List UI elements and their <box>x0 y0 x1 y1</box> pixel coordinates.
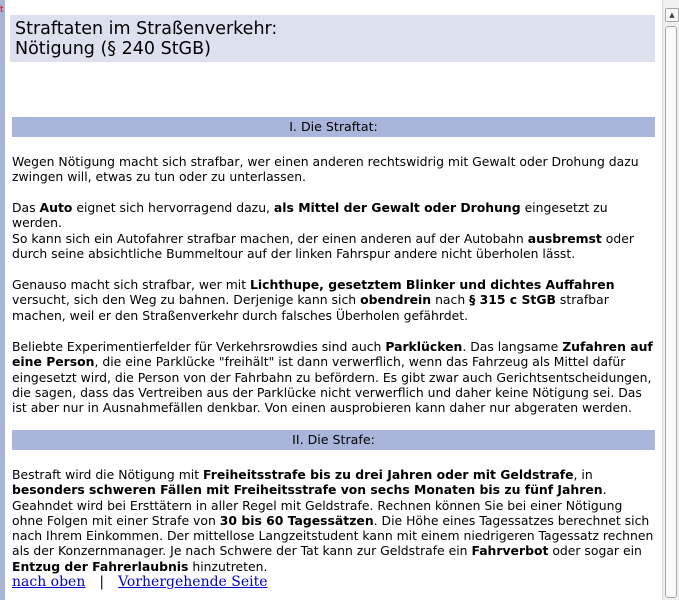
paragraph-4 <box>12 277 655 323</box>
paragraph-3 <box>12 231 655 262</box>
paragraph-5 <box>12 339 655 415</box>
scrollbar-thumb[interactable] <box>665 26 677 598</box>
bold-text: Lichthupe, gesetztem Blinker und dichtes Auffahren <box>250 277 615 292</box>
text-run: , in <box>573 467 593 482</box>
left-frame-mark: t <box>0 5 4 15</box>
text-run: . Das langsame <box>462 339 563 354</box>
bold-text: Fahrverbot <box>471 543 549 559</box>
section-heading-strafe: II. Die Strafe: <box>12 430 655 450</box>
text-run: Bestraft wird die Nötigung mit <box>12 467 204 482</box>
bold-text: obendrein <box>360 292 432 308</box>
text-run: . Die Höhe eines Tagessatzes berechnet sich nach Ihrem Einkommen. Der mittellose Langzeitstudent kann mit einem niedrigeren Tagessatz rechnen als der Konzernmanager. Je nach Schwere der Tat kann zur Geldstrafe ein <box>12 512 654 559</box>
bold-text: Parklücken <box>385 339 463 354</box>
text-run: . Geahndet wird bei Ersttätern in aller Regel mit Geldstrafe. Rechnen können Sie bei einer Nötigung ohne Folgen mit einer Strafe von <box>12 482 623 528</box>
footer-separator: | <box>99 574 105 590</box>
text-run: So kann sich ein Autofahrer strafbar machen, der einen anderen auf der Autobahn <box>12 231 528 246</box>
bold-text: besonders schweren Fällen mit Freiheitsstrafe von sechs Monaten bis zu fünf Jahren <box>12 482 603 498</box>
scroll-up-arrow-icon[interactable]: ▲ <box>665 8 679 22</box>
paragraph-1 <box>12 154 655 185</box>
text-run: Beliebte Experimentierfelder für Verkehrsrowdies sind auch <box>12 339 386 354</box>
content-frame <box>5 0 662 600</box>
vertical-scrollbar[interactable] <box>662 0 679 600</box>
text-run: hinzutreten. <box>188 558 268 574</box>
paragraph-2 <box>12 200 655 231</box>
paragraph-6 <box>12 467 655 574</box>
bold-text: Entzug der Fahrerlaubnis <box>12 558 189 574</box>
previous-page-link[interactable]: Vorhergehende Seite <box>118 574 268 590</box>
text-run: nach <box>431 292 470 308</box>
page-title-line1: Straftaten im Straßenverkehr: <box>15 19 278 39</box>
bold-text: 30 bis 60 Tagessätzen <box>219 512 374 528</box>
text-run: versucht, sich den Weg zu bahnen. Derjenige kann sich <box>12 292 361 308</box>
bold-text: § 315 c StGB <box>469 292 556 308</box>
text-run: eingesetzt zu werden. <box>12 200 608 231</box>
text-run: Genauso macht sich strafbar, wer mit <box>12 277 251 292</box>
text-run: Wegen Nötigung macht sich strafbar, wer einen anderen rechtswidrig mit Gewalt oder Drohung dazu zwingen will, etwas zu tun oder zu unterlassen. <box>12 154 639 185</box>
top-link[interactable]: nach oben <box>12 574 86 590</box>
page-title-line2: Nötigung (§ 240 StGB) <box>15 39 211 59</box>
text-run: oder sogar ein <box>548 543 642 559</box>
text-run: oder durch seine absichtliche Bummeltour auf der linken Fahrspur andere nicht überholen lässt. <box>12 231 634 262</box>
text-run: strafbar machen, weil er den Straßenverkehr durch falsches Überholen gefährdet. <box>12 292 609 323</box>
text-run: , die eine Parklücke "freihält" ist dann verwerflich, wenn das Fahrzeug als Mittel dafür eingesetzt wird, die Person von der Fahrbahn zu befördern. Es gibt zwar auch Gerichtsentscheidungen, die sagen, dass das Vertreiben aus der Parklücke nicht verwerflich und daher keine Nötigung sei. Das ist aber nur in Ausnahmefällen denkbar. Von einen ausprobieren kann daher nur abgeraten werden. <box>12 354 652 416</box>
bold-text: Zufahren auf eine Person <box>12 339 653 370</box>
text-run: eignet sich hervorragend dazu, <box>72 200 274 215</box>
footer-nav <box>12 574 268 590</box>
section-heading-straftat: I. Die Straftat: <box>12 117 655 137</box>
bold-text: Auto <box>39 200 73 215</box>
text-run: Das <box>12 200 40 215</box>
bold-text: als Mittel der Gewalt oder Drohung <box>273 200 521 215</box>
page-title-box <box>10 15 655 62</box>
bold-text: ausbremst <box>527 231 602 246</box>
bold-text: Freiheitsstrafe bis zu drei Jahren oder mit Geldstrafe <box>203 467 574 482</box>
